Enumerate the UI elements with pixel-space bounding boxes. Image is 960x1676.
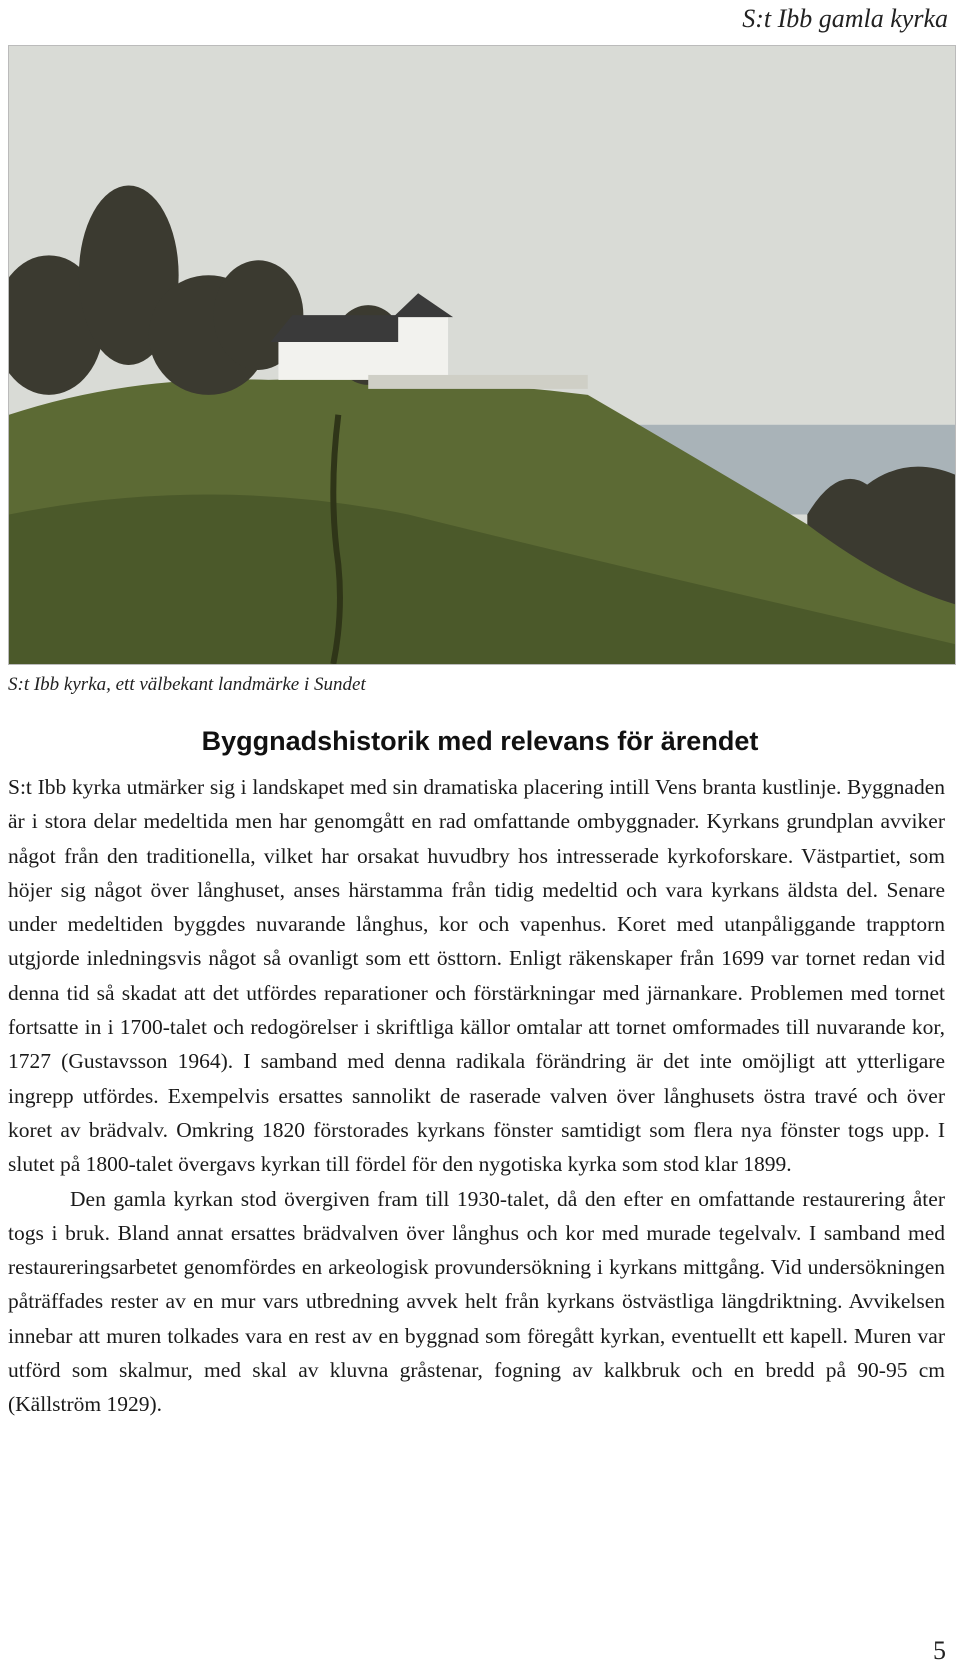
running-head: S:t Ibb gamla kyrka [742,4,948,33]
paragraph-2: Den gamla kyrkan stod övergiven fram till 1930-talet, då den efter en omfattande restaurering åter togs i bruk. Bland annat ersattes brädvalven över långhus och kor med murade tegelvalv. I samband med restaureringsarbetet genomfördes en arkeologisk provundersökning i kyrkans mittgång. Vid undersökningen påträffades rester av en mur vars utbredning avvek helt från kyrkans östvästliga längdriktning. Avvikelsen innebar att muren tolkades vara en rest av en byggnad som föregått kyrkan, eventuellt ett kapell. Muren var utförd som skalmur, med skal av kluvna gråstenar, fogning av kalkbruk och en bredd på 90-95 cm (Källström 1929). [8,1186,945,1417]
section-heading: Byggnadshistorik med relevans för ärendet [201,726,759,756]
church-landscape-image [9,46,955,664]
church-photo [8,45,956,665]
paragraph-1: S:t Ibb kyrka utmärker sig i landskapet med sin dramatiska placering intill Vens branta kustlinje. Byggnaden är i stora delar medeltida men har genomgått en rad omfattande ombyggnader. Kyrkans grundplan avviker något från den traditionella, vilket har orsakat huvudbry hos intresserade kyrkoforskare. Västpartiet, som höjer sig något över långhuset, anses härstamma från tidig medeltid och vara kyrkans äldsta del. Senare under medeltiden byggdes nuvarande långhus, kor och vapenhus. Koret med utanpåliggande trapptorn utgjorde inledningsvis något så ovanligt som ett östtorn. Enligt räkenskaper från 1699 var tornet redan vid denna tid så skadat att det utfördes reparationer och förstärkningar med järnankare. Problemen med tornet fortsatte in i 1700-talet och redogörelser i skriftliga källor omtalar att tornet omformades till nuvarande kor, 1727 (Gustavsson 1964). I samband med denna radikala förändring är det inte omöjligt att ytterligare ingrepp utfördes. Exempelvis ersattes sannolikt de raserade valven över långhusets östra travé och över koret av brädvalv. Omkring 1820 förstorades kyrkans fönster samtidigt som flera nya fönster togs upp. I slutet på 1800-talet övergavs kyrkan till fördel för den nygotiska kyrka som stod klar 1899. [8,775,945,1177]
body-text [8,770,945,1422]
page-number: 5 [933,1636,946,1665]
photo-caption: S:t Ibb kyrka, ett välbekant landmärke i Sundet [8,674,366,695]
